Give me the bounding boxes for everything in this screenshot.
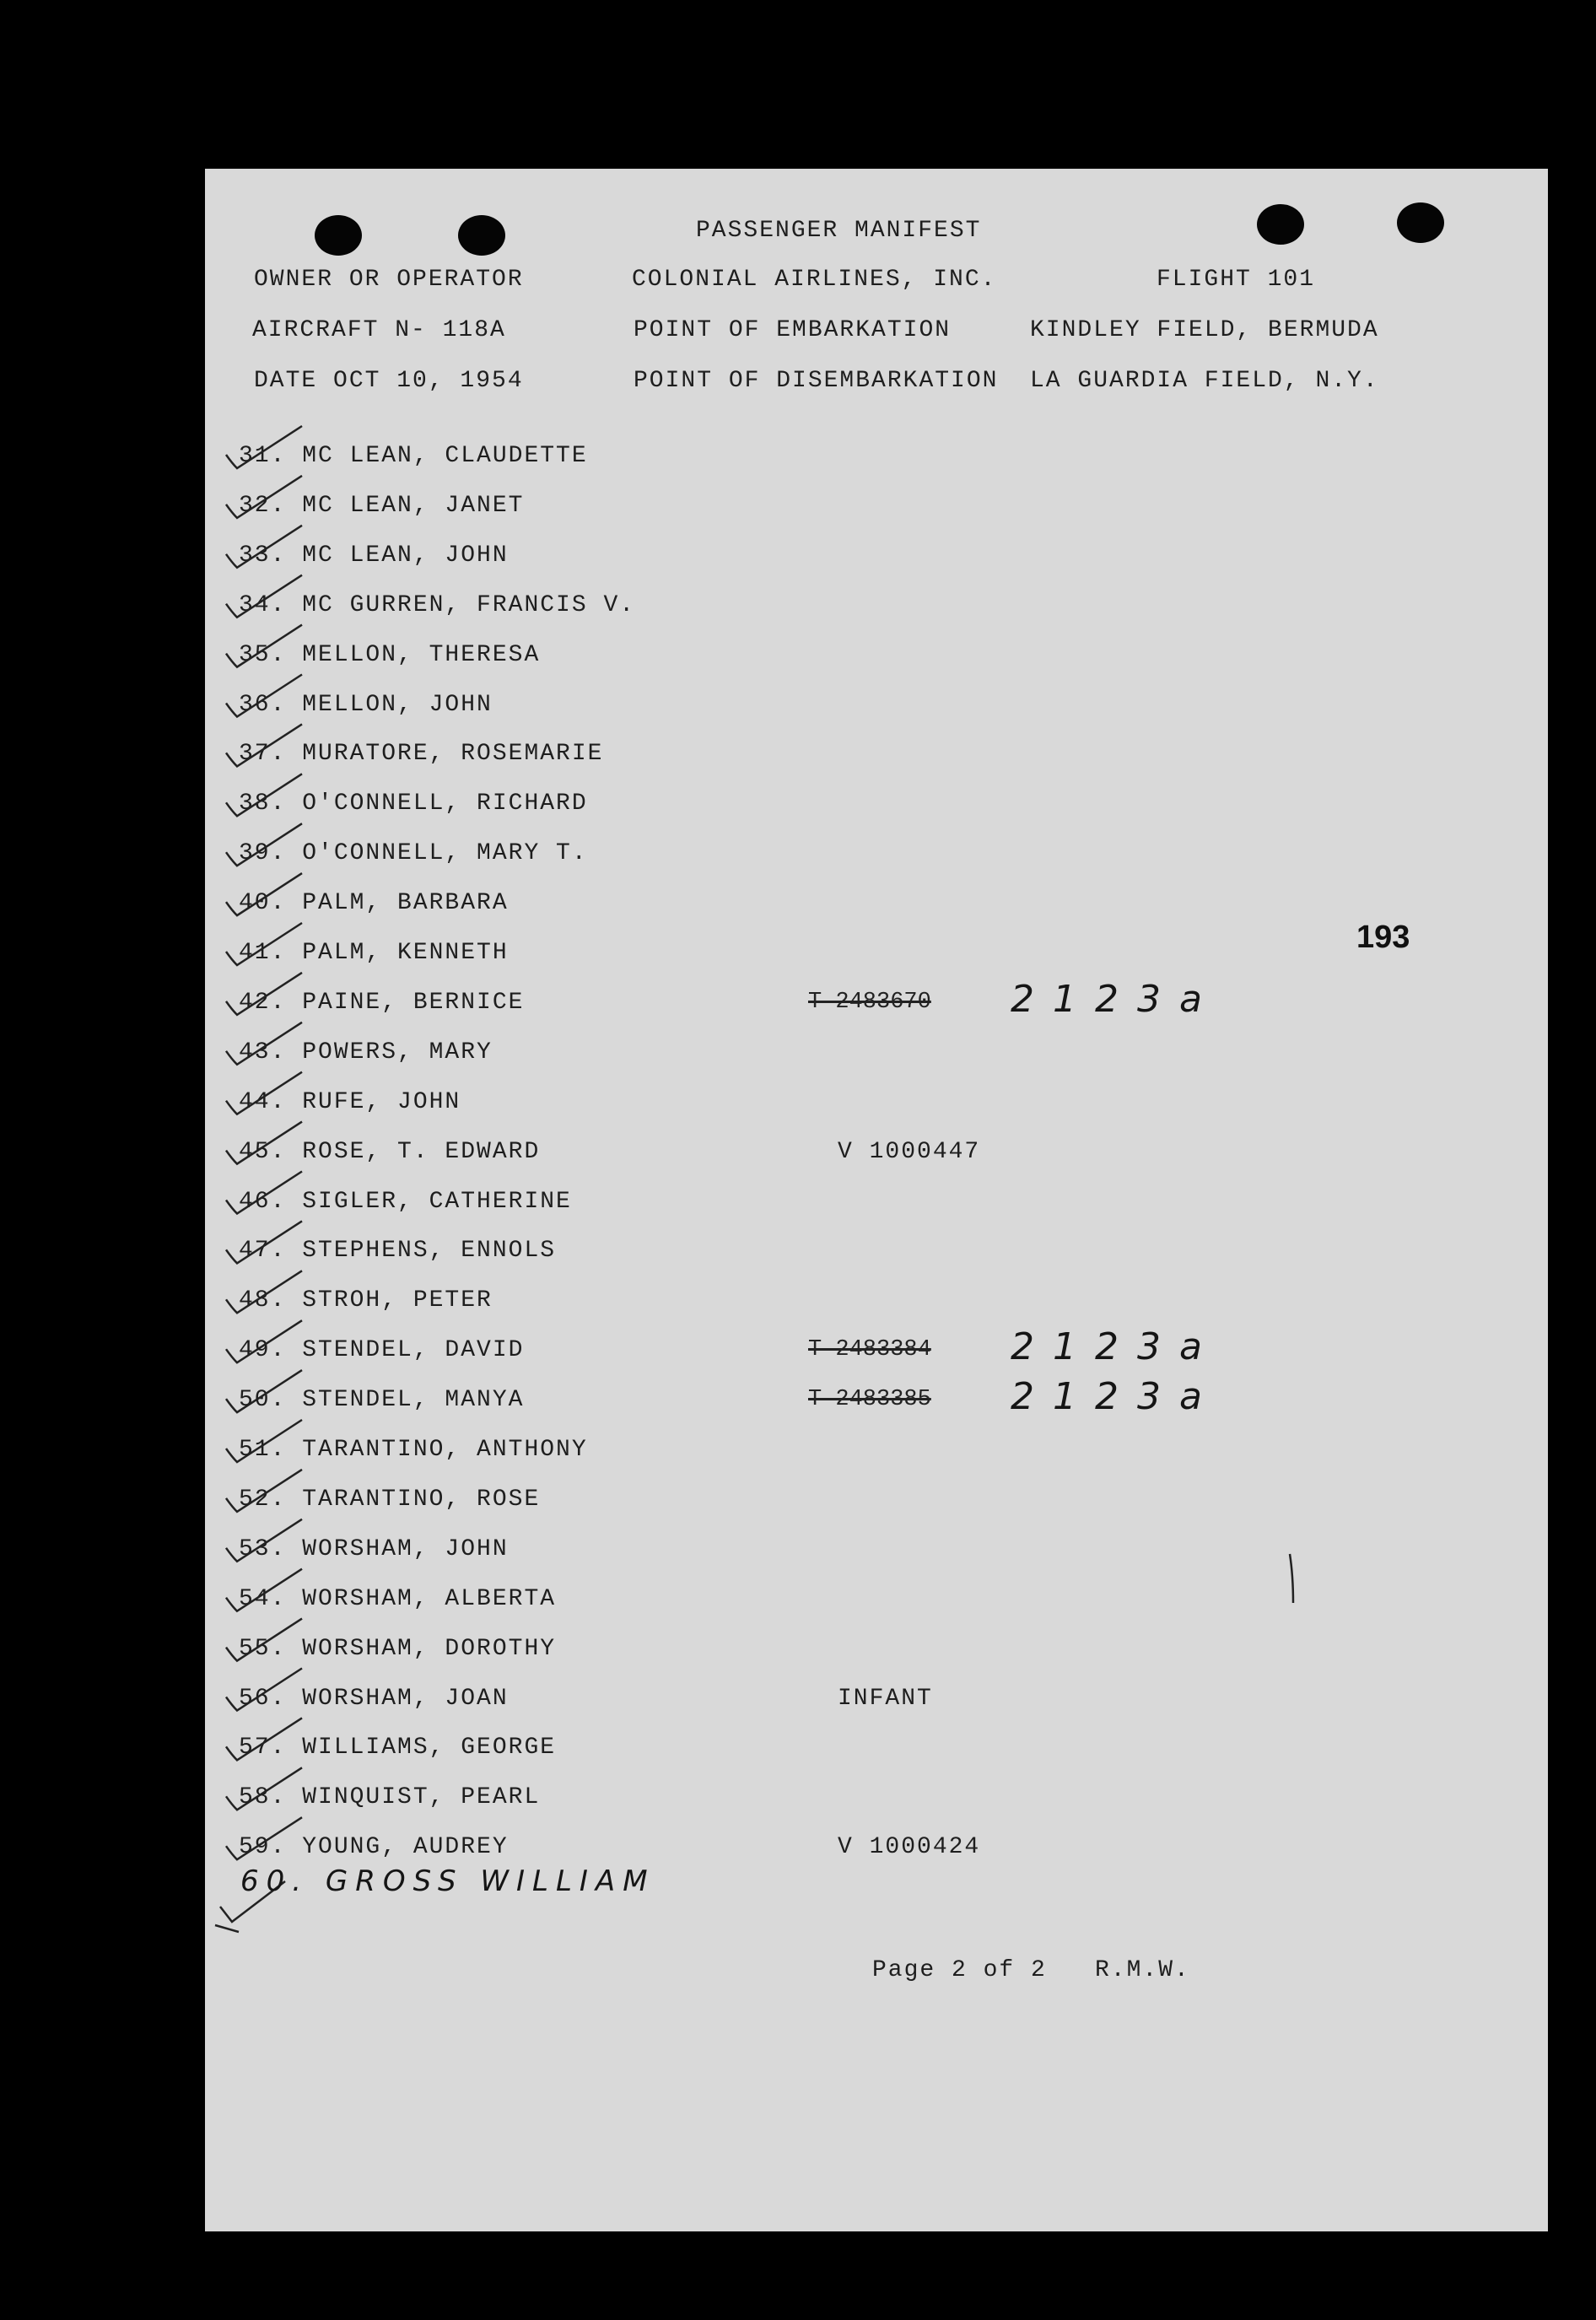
passenger-row: 37. MURATORE, ROSEMARIE bbox=[239, 741, 604, 767]
passenger-row: 40. PALM, BARBARA bbox=[239, 890, 509, 916]
aircraft-number: AIRCRAFT N- 118A bbox=[252, 317, 506, 343]
handwritten-passenger: 60. GROSS WILLIAM bbox=[240, 1864, 655, 1898]
struck-ticket-number: T 2483385 bbox=[808, 1387, 931, 1412]
check-mark bbox=[226, 1619, 302, 1661]
passenger-row: 45. ROSE, T. EDWARD bbox=[239, 1139, 541, 1165]
check-mark bbox=[226, 1718, 302, 1760]
passenger-note: V 1000447 bbox=[838, 1139, 981, 1165]
check-mark bbox=[226, 1470, 302, 1512]
passenger-row: 52. TARANTINO, ROSE bbox=[239, 1486, 541, 1513]
passenger-note: V 1000424 bbox=[838, 1834, 981, 1860]
passenger-row: 48. STROH, PETER bbox=[239, 1287, 493, 1314]
passenger-row: 31. MC LEAN, CLAUDETTE bbox=[239, 443, 588, 469]
check-mark bbox=[226, 1420, 302, 1462]
check-mark bbox=[226, 625, 302, 667]
check-mark bbox=[226, 923, 302, 965]
passenger-row: 51. TARANTINO, ANTHONY bbox=[239, 1437, 588, 1463]
check-mark bbox=[226, 1669, 302, 1711]
passenger-row: 36. MELLON, JOHN bbox=[239, 692, 493, 718]
check-mark bbox=[226, 1221, 302, 1263]
check-mark bbox=[226, 675, 302, 717]
passenger-row: 58. WINQUIST, PEARL bbox=[239, 1784, 541, 1810]
passenger-row: 59. YOUNG, AUDREY bbox=[239, 1834, 509, 1860]
flight-number: FLIGHT 101 bbox=[1157, 267, 1316, 293]
check-mark bbox=[226, 1122, 302, 1164]
check-mark bbox=[226, 1767, 302, 1810]
page-count: Page 2 of 2 bbox=[872, 1957, 1047, 1983]
handwritten-code: 2123a bbox=[1011, 978, 1221, 1021]
passenger-row: 54. WORSHAM, ALBERTA bbox=[239, 1586, 557, 1612]
check-mark bbox=[226, 724, 302, 766]
check-mark bbox=[226, 1271, 302, 1313]
disembarkation-value: LA GUARDIA FIELD, N.Y. bbox=[1030, 368, 1379, 394]
embarkation-value: KINDLEY FIELD, BERMUDA bbox=[1030, 317, 1379, 343]
passenger-row: 49. STENDEL, DAVID bbox=[239, 1337, 525, 1363]
check-mark bbox=[226, 575, 302, 618]
pencil-stroke bbox=[1290, 1554, 1293, 1603]
passenger-row: 44. RUFE, JOHN bbox=[239, 1089, 461, 1115]
passenger-row: 47. STEPHENS, ENNOLS bbox=[239, 1238, 557, 1264]
manifest-title: PASSENGER MANIFEST bbox=[696, 218, 982, 244]
check-mark bbox=[226, 973, 302, 1015]
check-mark bbox=[226, 476, 302, 518]
passenger-row: 57. WILLIAMS, GEORGE bbox=[239, 1735, 557, 1761]
passenger-row: 34. MC GURREN, FRANCIS V. bbox=[239, 592, 636, 618]
check-mark bbox=[226, 426, 302, 468]
passenger-row: 53. WORSHAM, JOHN bbox=[239, 1536, 509, 1562]
check-mark bbox=[226, 774, 302, 816]
check-mark bbox=[226, 1519, 302, 1562]
check-mark bbox=[226, 873, 302, 915]
passenger-row: 41. PALM, KENNETH bbox=[239, 940, 509, 966]
passenger-note: INFANT bbox=[838, 1686, 933, 1712]
handwritten-code: 2123a bbox=[1011, 1325, 1221, 1368]
passenger-row: 35. MELLON, THERESA bbox=[239, 642, 541, 668]
check-mark bbox=[226, 1072, 302, 1114]
check-mark bbox=[226, 526, 302, 568]
passenger-row: 43. POWERS, MARY bbox=[239, 1039, 493, 1066]
passenger-row: 55. WORSHAM, DOROTHY bbox=[239, 1636, 557, 1662]
manifest-page bbox=[205, 169, 1548, 2231]
check-mark bbox=[226, 823, 302, 866]
check-marks bbox=[205, 169, 1548, 2231]
owner-value: COLONIAL AIRLINES, INC. bbox=[632, 267, 997, 293]
check-mark bbox=[226, 1172, 302, 1214]
passenger-row: 50. STENDEL, MANYA bbox=[239, 1387, 525, 1413]
passenger-row: 33. MC LEAN, JOHN bbox=[239, 542, 509, 569]
embarkation-label: POINT OF EMBARKATION bbox=[634, 317, 952, 343]
struck-ticket-number: T 2483384 bbox=[808, 1337, 931, 1362]
passenger-row: 39. O'CONNELL, MARY T. bbox=[239, 840, 588, 866]
passenger-row: 38. O'CONNELL, RICHARD bbox=[239, 790, 588, 817]
check-mark bbox=[226, 1817, 302, 1859]
passenger-row: 56. WORSHAM, JOAN bbox=[239, 1686, 509, 1712]
owner-label: OWNER OR OPERATOR bbox=[254, 267, 524, 293]
passenger-row: 46. SIGLER, CATHERINE bbox=[239, 1189, 572, 1215]
check-mark bbox=[226, 1320, 302, 1362]
check-mark bbox=[226, 1370, 302, 1412]
struck-ticket-number: T 2483670 bbox=[808, 990, 931, 1015]
check-mark bbox=[226, 1569, 302, 1611]
page-stamp-number: 193 bbox=[1356, 920, 1410, 955]
disembarkation-label: POINT OF DISEMBARKATION bbox=[634, 368, 999, 394]
flight-date: DATE OCT 10, 1954 bbox=[254, 368, 524, 394]
handwritten-code: 2123a bbox=[1011, 1375, 1221, 1418]
check-mark bbox=[226, 1022, 302, 1065]
passenger-row: 32. MC LEAN, JANET bbox=[239, 493, 525, 519]
initials: R.M.W. bbox=[1095, 1957, 1190, 1983]
passenger-row: 42. PAINE, BERNICE bbox=[239, 990, 525, 1016]
